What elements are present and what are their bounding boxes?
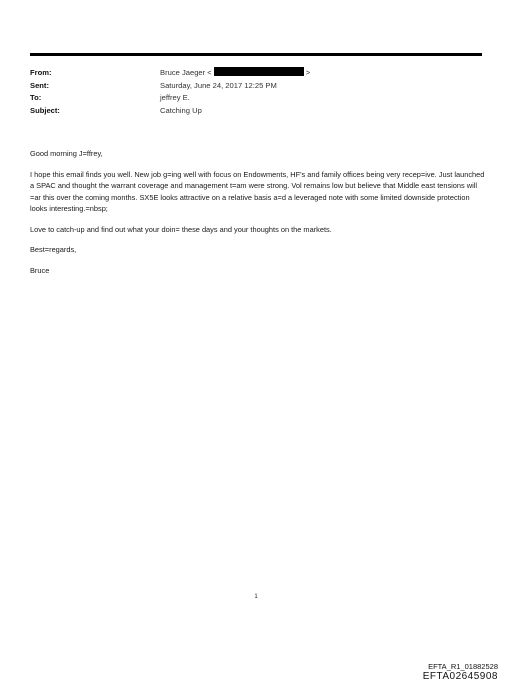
closing: Best=regards, bbox=[30, 245, 77, 254]
redaction-box bbox=[214, 67, 304, 76]
subject-row bbox=[30, 105, 482, 118]
subject-label: Subject: bbox=[30, 105, 60, 115]
sent-row bbox=[30, 80, 482, 93]
email-body bbox=[30, 148, 488, 285]
document-id-1: EFTA_R1_01882528 bbox=[428, 662, 498, 671]
email-header bbox=[30, 67, 482, 117]
to-value: jeffrey E. bbox=[160, 93, 190, 102]
document-id-2: EFTA02645908 bbox=[422, 671, 498, 682]
from-label: From: bbox=[30, 68, 52, 77]
sender-name: Bruce Jaeger < bbox=[160, 68, 212, 77]
to-label: To: bbox=[30, 93, 42, 102]
sent-label: Sent: bbox=[30, 80, 49, 90]
sent-value: Saturday, June 24, 2017 12:25 PM bbox=[160, 80, 277, 90]
from-row bbox=[30, 67, 482, 80]
from-value bbox=[160, 67, 310, 79]
greeting: Good morning J=ffrey, bbox=[30, 149, 103, 158]
to-row bbox=[30, 92, 482, 105]
body-paragraph-1: I hope this email finds you well. New job g=ing well with focus on Endowments, HF's and family offices being very recep=ive. Just launched a SPAC and thought the warrant coverage and management t=am were strong. Vol remains low but believe that Middle east tensions will =ar this over the coming months. SX5E looks attractive on a relative basis a=d a leveraged note with some limited downside protection looks interesting.=nbsp; bbox=[30, 169, 485, 213]
subject-value: Catching Up bbox=[160, 105, 202, 115]
body-paragraph-2: Love to catch-up and find out what your doin= these days and your thoughts on the markets. bbox=[30, 224, 332, 234]
document-ids bbox=[423, 662, 498, 682]
signature: Bruce bbox=[30, 265, 50, 275]
from-value-tail: > bbox=[305, 68, 311, 77]
header-divider bbox=[30, 53, 482, 56]
page-number: 1 bbox=[254, 594, 258, 600]
